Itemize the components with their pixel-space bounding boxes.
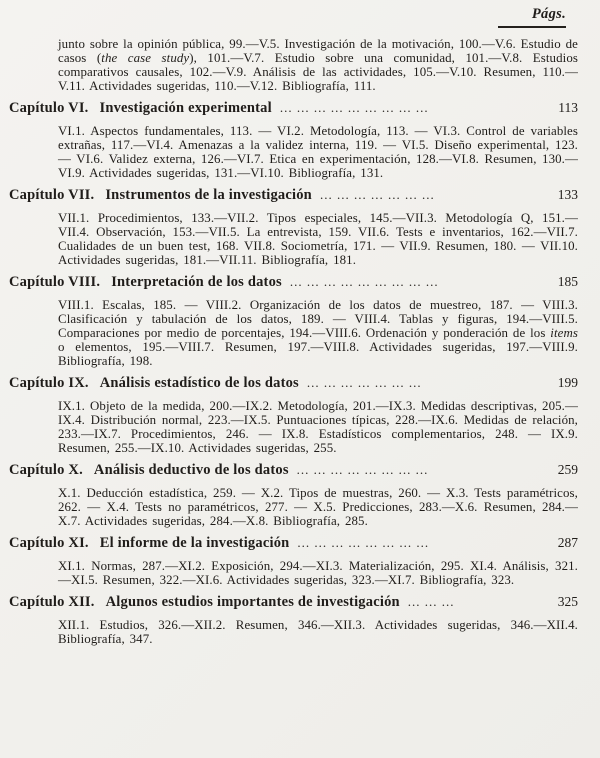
chapter-x-subsections: X.1. Deducción estadística, 259. — X.2. Tipos de muestras, 260. — X.3. Tests paramétricos, 262. — X.4. Tests no paramétricos, 277. — X.5. Predicciones, 283.—X.6. Resumen, 284.—X.7. Actividades sugeridas, 284.—X.8. Bibliografía, 285.: [58, 486, 578, 528]
chapter-vii-title: Instrumentos de la investigación: [105, 187, 312, 203]
chapter-vii-subsections: VII.1. Procedimientos, 133.—VII.2. Tipos especiales, 145.—VII.3. Metodología Q, 151.—VII.4. Observación, 153.—VII.5. La entrevista, 159. VII.6. Tests e inventarios, 162.—VII.7. Cualidades de un buen test, 168. VII.8. Sociometría, 171. — VII.9. Resumen, 180. — VII.10. Actividades sugeridas, 181.—VII.11. Bibliografía, 181.: [58, 211, 578, 267]
chapter-v-text-post: ), 101.—V.7. Estudio sobre una comunidad, 101.—V.8. Estudios comparativos causales, 102.—V.9. Análisis de las actividades, 105.—V.10. Resumen, 110.—V.11. Actividades sugeridas, 110.—V.12. Bibliografía, 111.: [58, 51, 578, 93]
chapter-viii-text-pre: VIII.1. Escalas, 185. — VIII.2. Organización de los datos de muestreo, 187. — VIII.3. Clasificación y tabulación de los datos, 189. — VIII.4. Tablas y figuras, 194.—VIII.5. Comparaciones por medio de porcentajes, 194.—VIII.6. Ordenación y ponderación de los: [58, 298, 578, 340]
chapter-x-title: Análisis deductivo de los datos: [93, 462, 289, 478]
pages-column-header: [9, 6, 578, 28]
chapter-viii-text-post: o elementos, 195.—VIII.7. Resumen, 197.—VIII.8. Actividades sugeridas, 197.—VIII.9. Bibliografía, 198.: [58, 340, 578, 368]
chapter-xii-subsections: XII.1. Estudios, 326.—XII.2. Resumen, 346.—XII.3. Actividades sugeridas, 346.—XII.4. Bibliografía, 347.: [58, 618, 578, 646]
chapter-v-text-pre: junto sobre la opinión pública, 99.—V.5. Investigación de la motivación, 100.—V.6. Estudio de casos (: [58, 37, 578, 65]
chapter-ix-subsections: IX.1. Objeto de la medida, 200.—IX.2. Metodología, 201.—IX.3. Medidas descriptivas, 205.—IX.4. Distribución normal, 223.—IX.5. Puntuaciones típicas, 228.—IX.6. Medidas de relación, 233.—IX.7. Procedimientos, 246. — IX.8. Estadísticos complementarios, 248. — IX.9. Resumen, 255.—IX.10. Actividades sugeridas, 255.: [58, 399, 578, 455]
pages-label: Págs.: [531, 6, 566, 22]
chapter-viii-subsections: [58, 298, 578, 368]
chapter-ix-title: Análisis estadístico de los datos: [99, 375, 299, 391]
chapter-xii-title: Algunos estudios importantes de investigación: [105, 594, 400, 610]
chapter-x-label: Capítulo X.: [9, 462, 83, 478]
dot-leader: ... ... ... ... ... ... ... ... ...: [279, 100, 429, 115]
chapter-xii-heading: [9, 594, 578, 610]
chapter-vi-page-number: 113: [558, 100, 578, 115]
chapter-ix-heading: [9, 375, 578, 391]
dot-leader: ... ... ... ... ... ... ... ...: [296, 462, 429, 477]
chapter-v-subsections: [58, 37, 578, 93]
dot-leader: ... ... ...: [407, 594, 455, 609]
chapter-xi-label: Capítulo XI.: [9, 535, 89, 551]
dot-leader: ... ... ... ... ... ... ... ... ...: [289, 274, 439, 289]
chapter-vi-heading: [9, 100, 578, 116]
chapter-vi-title: Investigación experimental: [99, 100, 272, 116]
chapter-xii-label: Capítulo XII.: [9, 594, 95, 610]
chapter-v-text-italic: the case study: [101, 51, 190, 65]
chapter-x-heading: [9, 462, 578, 478]
chapter-vi-label: Capítulo VI.: [9, 100, 89, 116]
chapter-ix-page-number: 199: [557, 375, 578, 390]
chapter-xi-page-number: 287: [557, 535, 578, 550]
chapter-vii-heading: [9, 187, 578, 203]
pages-header-rule: [498, 26, 566, 28]
chapter-x-page-number: 259: [557, 462, 578, 477]
chapter-viii-text-italic: items: [550, 326, 578, 340]
dot-leader: ... ... ... ... ... ... ...: [306, 375, 422, 390]
chapter-viii-heading: [9, 274, 578, 290]
chapter-viii-page-number: 185: [557, 274, 578, 289]
dot-leader: ... ... ... ... ... ... ...: [319, 187, 435, 202]
chapter-vi-subsections: VI.1. Aspectos fundamentales, 113. — VI.2. Metodología, 113. — VI.3. Control de variables extrañas, 117.—VI.4. Amenazas a la validez interna, 119. — VI.5. Diseño experimental, 123. — VI.6. Validez externa, 126.—VI.7. Etica en experimentación, 128.—VI.8. Resumen, 130.—VI.9. Actividades sugeridas, 131.—VI.10. Bibliografía, 131.: [58, 124, 578, 180]
chapter-xii-page-number: 325: [557, 594, 578, 609]
chapter-xi-subsections: XI.1. Normas, 287.—XI.2. Exposición, 294.—XI.3. Materialización, 295. XI.4. Análisis, 321.—XI.5. Resumen, 322.—XI.6. Actividades sugeridas, 323.—XI.7. Bibliografía, 323.: [58, 559, 578, 587]
chapter-viii-label: Capítulo VIII.: [9, 274, 101, 290]
dot-leader: ... ... ... ... ... ... ... ...: [297, 535, 430, 550]
chapter-ix-label: Capítulo IX.: [9, 375, 89, 391]
chapter-vii-label: Capítulo VII.: [9, 187, 95, 203]
chapter-xi-heading: [9, 535, 578, 551]
chapter-vii-page-number: 133: [557, 187, 578, 202]
chapter-viii-title: Interpretación de los datos: [111, 274, 282, 290]
chapter-xi-title: El informe de la investigación: [99, 535, 290, 551]
